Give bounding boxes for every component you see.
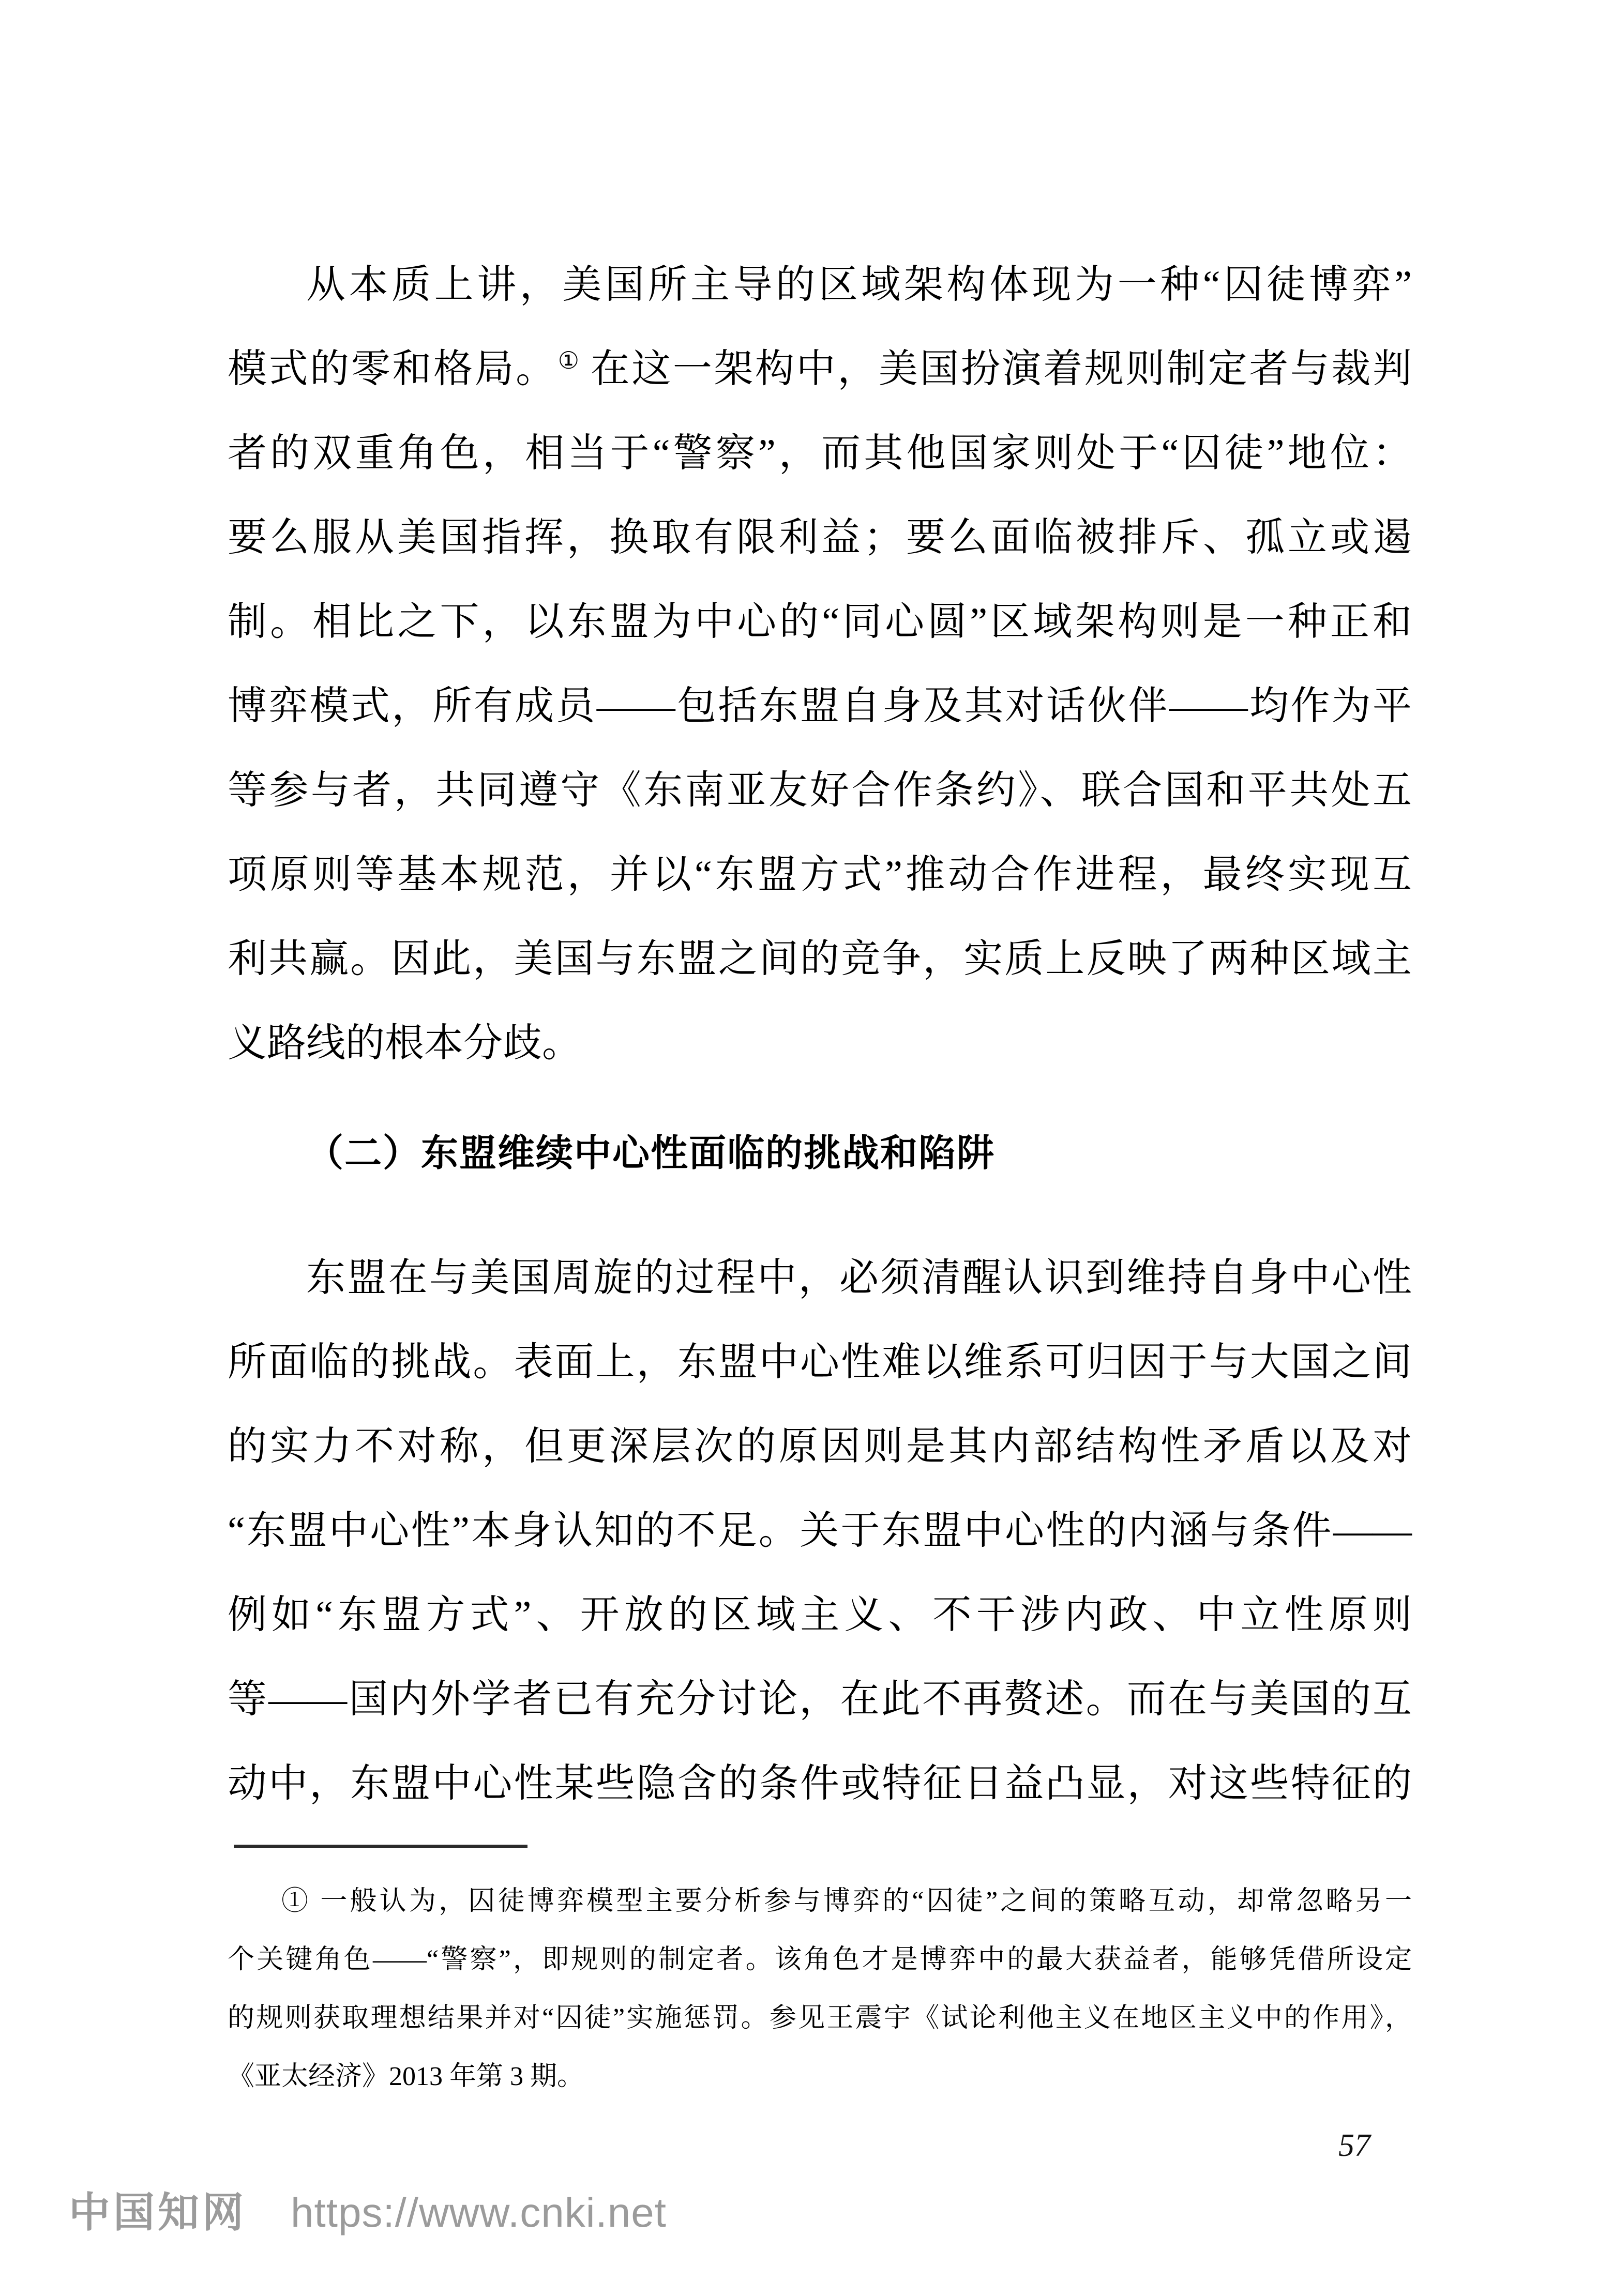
footnote-separator-rule <box>234 1845 527 1848</box>
cnki-url-link[interactable]: https://www.cnki.net <box>291 2189 667 2236</box>
text-line: 所面临的挑战。表面上，东盟中心性难以维系可归因于与大国之间 <box>228 1341 1412 1384</box>
text-line: 等——国内外学者已有充分讨论，在此不再赘述。而在与美国的互 <box>228 1678 1412 1721</box>
footnote-line: ① 一般认为，囚徒博弈模型主要分析参与博弈的“囚徒”之间的策略互动，却常忽略另一 <box>281 1887 1412 1916</box>
page-footer <box>0 2188 1613 2245</box>
text-line: 的实力不对称，但更深层次的原因则是其内部结构性矛盾以及对 <box>228 1425 1412 1468</box>
footnote-ref-marker: ① <box>557 347 581 374</box>
text-line: 从本质上讲，美国所主导的区域架构体现为一种“囚徒博弈” <box>306 263 1412 307</box>
text-line: 利共赢。因此，美国与东盟之间的竞争，实质上反映了两种区域主 <box>228 937 1412 981</box>
text-line: 博弈模式，所有成员——包括东盟自身及其对话伙伴——均作为平 <box>228 685 1412 728</box>
text-segment: 在这一架构中，美国扮演着规则制定者与裁判 <box>590 347 1412 391</box>
footnote-line: 的规则获取理想结果并对“囚徒”实施惩罚。参见王震宇《试论利他主义在地区主义中的作用》， <box>228 2003 1412 2033</box>
text-line: 义路线的根本分歧。 <box>228 1022 581 1065</box>
text-line: 制。相比之下，以东盟为中心的“同心圆”区域架构则是一种正和 <box>228 600 1412 644</box>
text-line: 者的双重角色，相当于“警察”，而其他国家则处于“囚徒”地位： <box>228 432 1412 475</box>
cnki-brand-logo: 中国知网 <box>69 2189 247 2236</box>
paragraph-1 <box>228 243 1412 1086</box>
footnote-line: 《亚太经济》2013 年第 3 期。 <box>228 2062 584 2091</box>
text-line: “东盟中心性”本身认知的不足。关于东盟中心性的内涵与条件—— <box>228 1509 1412 1553</box>
section-heading: （二）东盟维续中心性面临的挑战和陷阱 <box>306 1133 996 1174</box>
paragraph-2 <box>228 1236 1412 1826</box>
text-segment: 模式的零和格局。 <box>228 347 557 391</box>
text-line: 要么服从美国指挥，换取有限利益；要么面临被排斥、孤立或遏 <box>228 516 1412 559</box>
footnote-line: 个关键角色——“警察”，即规则的制定者。该角色才是博弈中的最大获益者，能够凭借所设定 <box>228 1945 1412 1974</box>
text-line: 项原则等基本规范，并以“东盟方式”推动合作进程，最终实现互 <box>228 853 1412 896</box>
text-line: 东盟在与美国周旋的过程中，必须清醒认识到维持自身中心性 <box>306 1256 1412 1300</box>
text-line: 例如“东盟方式”、开放的区域主义、不干涉内政、中立性原则 <box>228 1593 1412 1637</box>
page-number: 57 <box>1338 2128 1370 2163</box>
footnote-block <box>228 1872 1412 2106</box>
text-line: 动中，东盟中心性某些隐含的条件或特征日益凸显，对这些特征的 <box>228 1762 1412 1805</box>
text-line-with-footnote-ref <box>228 327 1412 412</box>
text-line: 等参与者，共同遵守《东南亚友好合作条约》、联合国和平共处五 <box>228 769 1412 812</box>
